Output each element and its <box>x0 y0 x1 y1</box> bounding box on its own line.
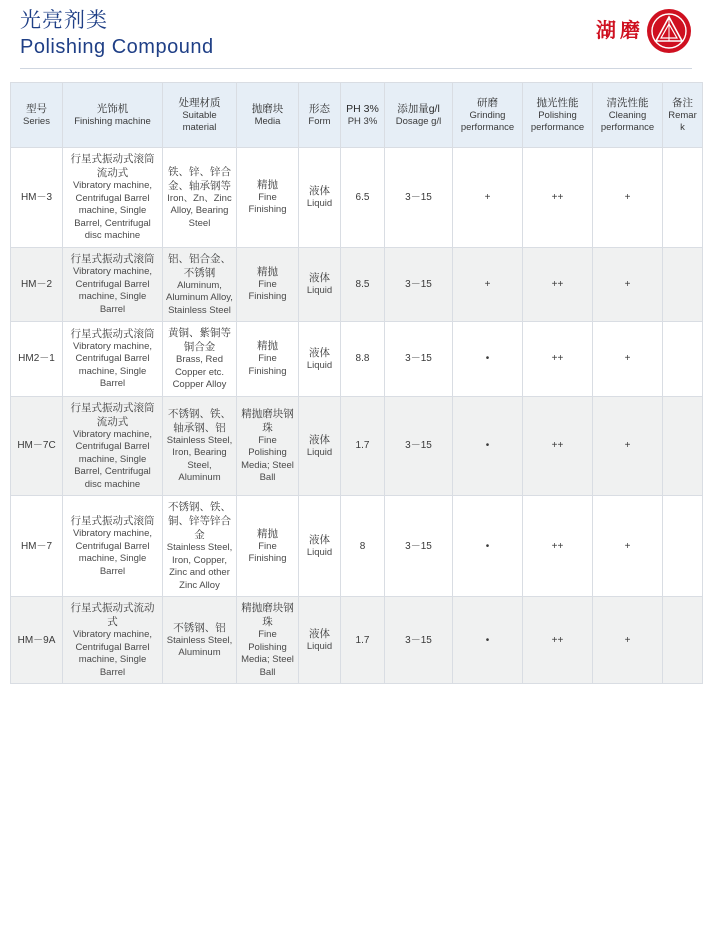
col-header-series-cn: 型号 <box>26 102 47 115</box>
cell-form <box>299 396 341 496</box>
cell-dosage: 3－15 <box>385 396 453 496</box>
cell-media-cn: 精抛 <box>257 265 278 278</box>
cell-series: HM2－1 <box>11 322 63 397</box>
cell-ph: 1.7 <box>341 597 385 684</box>
cell-media <box>237 496 299 597</box>
cell-material-en: Brass, Red Copper etc. Copper Alloy <box>172 354 227 390</box>
col-header-machine <box>63 83 163 148</box>
cell-material-cn: 不锈钢、铁、轴承钢、铝 <box>168 407 231 434</box>
cell-material-cn: 黄铜、紫铜等铜合金 <box>168 327 231 353</box>
cell-form-cn: 液体 <box>309 346 330 359</box>
col-header-grinding <box>453 83 523 148</box>
cell-dosage: 3－15 <box>385 148 453 248</box>
cell-polishing: ++ <box>523 148 593 248</box>
cell-cleaning: + <box>593 148 663 248</box>
cell-machine-cn: 行星式振动式滚筒流动式 <box>70 153 155 179</box>
cell-material-cn: 不锈钢、铝 <box>173 621 226 634</box>
cell-remark <box>663 322 703 397</box>
cell-machine <box>63 247 163 322</box>
cell-ph: 8 <box>341 496 385 597</box>
cell-form-cn: 液体 <box>309 185 330 197</box>
logo-char-1: 湖 <box>596 20 616 42</box>
col-header-grinding-cn: 研磨 <box>477 96 498 109</box>
cell-remark <box>663 247 703 322</box>
polishing-compound-table <box>10 82 703 684</box>
cell-machine-cn: 行星式振动式流动式 <box>70 602 155 628</box>
cell-remark <box>663 148 703 248</box>
col-header-ph-en: PH 3% <box>347 115 378 127</box>
title-block <box>20 8 214 60</box>
cell-form-cn: 液体 <box>309 627 330 640</box>
cell-material-cn: 铁、锌、锌合金、轴承钢等 <box>168 165 231 192</box>
cell-ph: 6.5 <box>341 148 385 248</box>
cell-machine <box>63 148 163 248</box>
cell-media-cn: 精抛 <box>257 178 278 191</box>
cell-media-en: Fine Finishing <box>248 353 287 377</box>
col-header-cleaning-en: Cleaning performance <box>600 109 655 133</box>
cell-series: HM－7 <box>11 496 63 597</box>
cell-material <box>163 322 237 397</box>
cell-form <box>299 496 341 597</box>
table-row <box>11 148 703 248</box>
col-header-form <box>299 83 341 148</box>
col-header-ph-cn: PH 3% <box>346 102 379 115</box>
cell-material-cn: 不锈钢、铁、铜、锌等锌合金 <box>168 501 231 541</box>
col-header-dosage <box>385 83 453 148</box>
cell-media <box>237 597 299 684</box>
cell-form-en: Liquid <box>306 546 333 558</box>
cell-media-en: Fine Finishing <box>248 278 287 303</box>
cell-cleaning: + <box>593 496 663 597</box>
cell-machine-en: Vibratory machine, Centrifugal Barrel machine, Single Barrel <box>72 629 153 678</box>
cell-machine-en: Vibratory machine, Centrifugal Barrel machine, Single Barrel <box>72 340 153 390</box>
logo-characters <box>596 20 640 42</box>
cell-grinding: • <box>453 496 523 597</box>
col-header-remark <box>663 83 703 148</box>
cell-form <box>299 597 341 684</box>
cell-grinding: • <box>453 396 523 496</box>
cell-remark <box>663 496 703 597</box>
logo-mark-icon <box>646 8 692 54</box>
logo-char-2: 磨 <box>620 20 640 42</box>
table-row <box>11 496 703 597</box>
cell-remark <box>663 597 703 684</box>
cell-machine-en: Vibratory machine, Centrifugal Barrel machine, Single Barrel, Centrifugal disc machine <box>72 428 153 490</box>
cell-material-cn: 铝、铝合金、不锈钢 <box>168 252 231 279</box>
cell-form-en: Liquid <box>306 198 333 209</box>
col-header-media <box>237 83 299 148</box>
cell-machine-en: Vibratory machine, Centrifugal Barrel machine, Single Barrel <box>72 266 153 315</box>
col-header-cleaning <box>593 83 663 148</box>
cell-series: HM－9A <box>11 597 63 684</box>
col-header-media-cn: 抛磨块 <box>251 102 284 115</box>
col-header-remark-en: Remark <box>668 109 697 133</box>
col-header-series-en: Series <box>23 115 50 127</box>
col-header-dosage-cn: 添加量g/l <box>397 102 440 115</box>
cell-machine-cn: 行星式振动式滚筒 <box>70 253 155 266</box>
cell-form-en: Liquid <box>306 446 333 458</box>
col-header-ph <box>341 83 385 148</box>
cell-material <box>163 148 237 248</box>
cell-material-en: Aluminum, Aluminum Alloy, Stainless Steel <box>166 279 233 316</box>
page-header <box>10 0 702 70</box>
cell-dosage: 3－15 <box>385 496 453 597</box>
cell-dosage: 3－15 <box>385 597 453 684</box>
col-header-remark-cn: 备注 <box>672 96 693 109</box>
col-header-form-en: Form <box>308 115 331 127</box>
cell-cleaning: + <box>593 247 663 322</box>
cell-form-cn: 液体 <box>309 433 330 446</box>
header-divider <box>20 68 692 69</box>
cell-polishing: ++ <box>523 496 593 597</box>
cell-cleaning: + <box>593 396 663 496</box>
cell-grinding: + <box>453 247 523 322</box>
cell-machine-cn: 行星式振动式滚筒流动式 <box>70 401 155 428</box>
company-logo <box>596 8 692 54</box>
cell-material <box>163 396 237 496</box>
cell-machine-cn: 行星式振动式滚筒 <box>70 327 155 340</box>
cell-dosage: 3－15 <box>385 247 453 322</box>
col-header-grinding-en: Grinding performance <box>460 109 515 133</box>
cell-form <box>299 148 341 248</box>
cell-form-en: Liquid <box>306 640 333 652</box>
cell-form-cn: 液体 <box>309 533 330 546</box>
col-header-polishing <box>523 83 593 148</box>
cell-form-en: Liquid <box>306 285 333 296</box>
table-row <box>11 396 703 496</box>
col-header-material-en: Suitable material <box>182 109 217 133</box>
cell-series: HM－2 <box>11 247 63 322</box>
cell-media-en: Fine Polishing Media; Steel Ball <box>241 434 294 484</box>
cell-media <box>237 322 299 397</box>
cell-material-en: Stainless Steel, Aluminum <box>166 634 233 658</box>
cell-form-cn: 液体 <box>309 272 330 284</box>
cell-polishing: ++ <box>523 396 593 496</box>
cell-cleaning: + <box>593 597 663 684</box>
cell-material-en: Stainless Steel, Iron, Bearing Steel, Aluminum <box>166 434 233 484</box>
cell-machine <box>63 396 163 496</box>
cell-polishing: ++ <box>523 247 593 322</box>
cell-media-en: Fine Finishing <box>248 191 287 216</box>
cell-series: HM－3 <box>11 148 63 248</box>
cell-grinding: • <box>453 322 523 397</box>
cell-material <box>163 597 237 684</box>
cell-material <box>163 247 237 322</box>
col-header-polishing-en: Polishing performance <box>530 109 585 133</box>
cell-material-en: Iron、Zn、Zinc Alloy, Bearing Steel <box>167 192 232 229</box>
cell-ph: 1.7 <box>341 396 385 496</box>
col-header-machine-en: Finishing machine <box>74 115 151 127</box>
cell-material <box>163 496 237 597</box>
cell-material-en: Stainless Steel, Iron, Copper, Zinc and other Zinc Alloy <box>166 542 233 591</box>
cell-grinding: • <box>453 597 523 684</box>
page-title-cn: 光亮剂类 <box>20 9 108 32</box>
cell-media <box>237 247 299 322</box>
cell-media-cn: 精抛磨块钢珠 <box>241 407 294 434</box>
cell-remark <box>663 396 703 496</box>
cell-cleaning: + <box>593 322 663 397</box>
col-header-material-cn: 处理材质 <box>178 96 221 109</box>
cell-form-en: Liquid <box>306 359 333 371</box>
cell-media-en: Fine Polishing Media; Steel Ball <box>241 629 294 678</box>
cell-media <box>237 396 299 496</box>
page-title-en: Polishing Compound <box>20 36 214 58</box>
cell-series: HM－7C <box>11 396 63 496</box>
cell-grinding: + <box>453 148 523 248</box>
cell-form <box>299 247 341 322</box>
col-header-machine-cn: 光饰机 <box>96 102 129 115</box>
col-header-form-cn: 形态 <box>309 102 330 115</box>
table-row <box>11 597 703 684</box>
cell-ph: 8.8 <box>341 322 385 397</box>
cell-media-cn: 精抛 <box>257 340 278 353</box>
cell-media-cn: 精抛 <box>257 527 278 540</box>
cell-dosage: 3－15 <box>385 322 453 397</box>
cell-machine-en: Vibratory machine, Centrifugal Barrel machine, Single Barrel <box>72 528 153 577</box>
cell-machine <box>63 322 163 397</box>
cell-ph: 8.5 <box>341 247 385 322</box>
col-header-media-en: Media <box>254 115 281 127</box>
cell-machine-cn: 行星式振动式滚筒 <box>70 515 155 527</box>
cell-machine-en: Vibratory machine, Centrifugal Barrel machine, Single Barrel, Centrifugal disc machine <box>72 180 153 241</box>
cell-machine <box>63 496 163 597</box>
cell-polishing: ++ <box>523 322 593 397</box>
table-header-row <box>11 83 703 148</box>
cell-media-cn: 精抛磨块钢珠 <box>241 602 294 628</box>
cell-media-en: Fine Finishing <box>248 540 287 564</box>
col-header-series <box>11 83 63 148</box>
col-header-material <box>163 83 237 148</box>
cell-machine <box>63 597 163 684</box>
col-header-cleaning-cn: 清洗性能 <box>606 96 649 109</box>
table-row <box>11 247 703 322</box>
cell-form <box>299 322 341 397</box>
col-header-polishing-cn: 抛光性能 <box>536 96 579 109</box>
cell-media <box>237 148 299 248</box>
table-row <box>11 322 703 397</box>
col-header-dosage-en: Dosage g/l <box>395 115 442 127</box>
cell-polishing: ++ <box>523 597 593 684</box>
